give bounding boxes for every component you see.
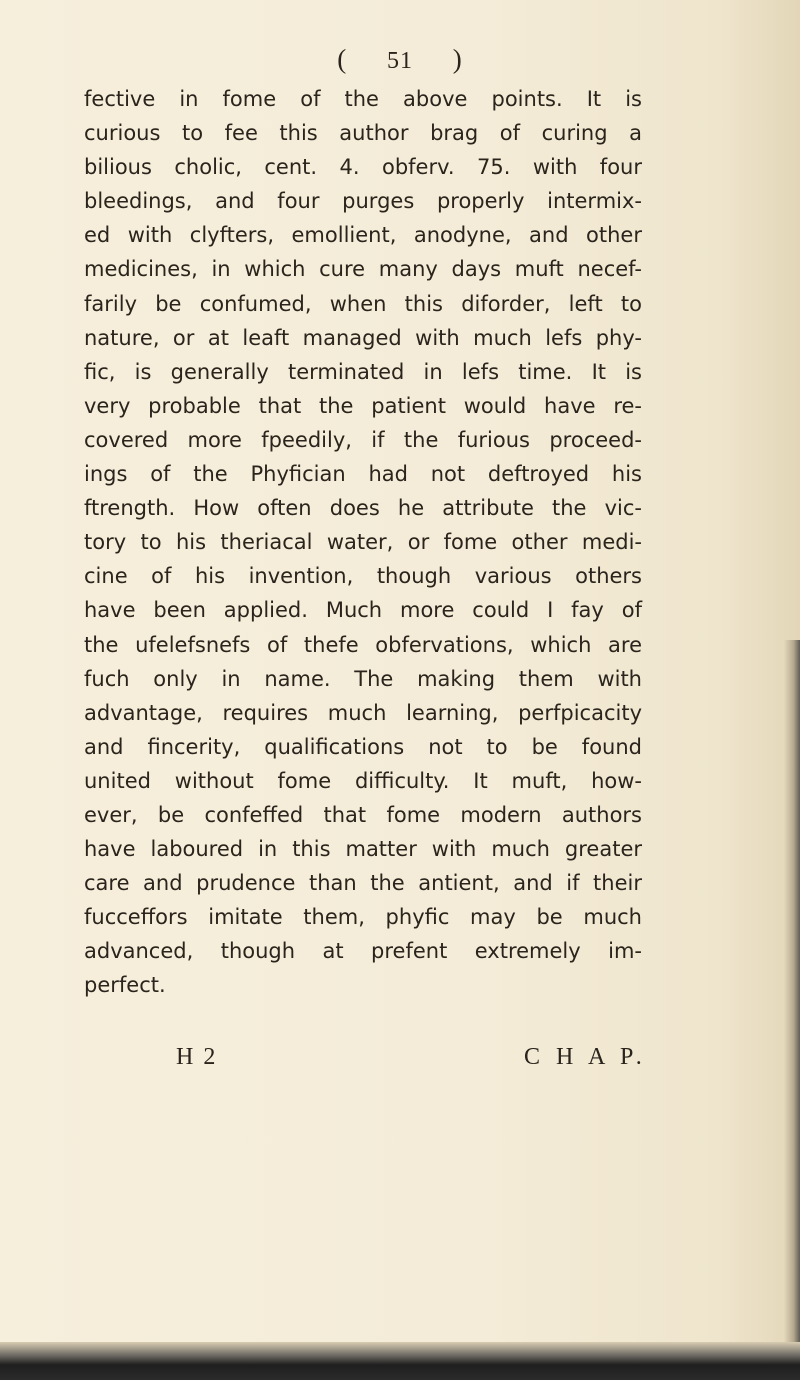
text-line: cine of his invention, though various others <box>84 564 642 589</box>
text-line: tory to his theriacal water, or fome other medi- <box>84 530 642 555</box>
text-line: have laboured in this matter with much greater <box>84 837 642 862</box>
text-line: very probable that the patient would have re- <box>84 393 642 418</box>
page-number: 51 <box>387 48 413 74</box>
body-paragraph <box>84 82 642 1003</box>
catchword: C H A P. <box>524 1044 647 1070</box>
text-line: advanced, though at prefent extremely im- <box>84 939 642 964</box>
text-line: care and prudence than the antient, and if their <box>84 871 642 896</box>
text-line: fuch only in name. The making them with <box>84 666 642 691</box>
text-line: bleedings, and four purges properly intermix- <box>84 189 642 214</box>
page-footer <box>0 1044 800 1084</box>
text-line: advantage, requires much learning, perfpicacity <box>84 700 642 725</box>
text-line: nature, or at leaft managed with much lefs phy- <box>84 325 642 350</box>
text-line: ftrength. How often does he attribute the vic- <box>84 496 642 521</box>
text-line: farily be confumed, when this diforder, left to <box>84 291 642 316</box>
header-open-paren: ( <box>337 44 348 74</box>
text-line: ings of the Phyfician had not deftroyed his <box>84 462 642 487</box>
text-line: curious to fee this author brag of curing a <box>84 121 642 146</box>
text-line: fective in fome of the above points. It is <box>84 87 642 111</box>
signature-mark: H 2 <box>176 1044 218 1070</box>
text-line: the ufelefsnefs of thefe obfervations, which are <box>84 632 642 657</box>
text-line: united without fome difficulty. It muft, how- <box>84 768 642 793</box>
text-line: ever, be confeffed that fome modern authors <box>84 802 642 827</box>
text-line: fucceffors imitate them, phyfic may be much <box>84 905 642 930</box>
text-line: covered more fpeedily, if the furious proceed- <box>84 427 642 452</box>
page-header <box>0 44 800 75</box>
text-line: ed with clyfters, emollient, anodyne, and other <box>84 223 642 248</box>
text-line: perfect. <box>84 973 166 998</box>
page-edge-shadow <box>784 640 800 1360</box>
text-line: have been applied. Much more could I fay of <box>84 598 642 623</box>
text-line: fic, is generally terminated in lefs time. It is <box>84 359 642 384</box>
text-line: bilious cholic, cent. 4. obferv. 75. with four <box>84 155 642 180</box>
text-line: and fincerity, qualifications not to be found <box>84 734 642 759</box>
header-close-paren: ) <box>452 44 463 74</box>
scan-bottom-edge <box>0 1342 800 1380</box>
text-line: medicines, in which cure many days muft necef- <box>84 257 642 282</box>
